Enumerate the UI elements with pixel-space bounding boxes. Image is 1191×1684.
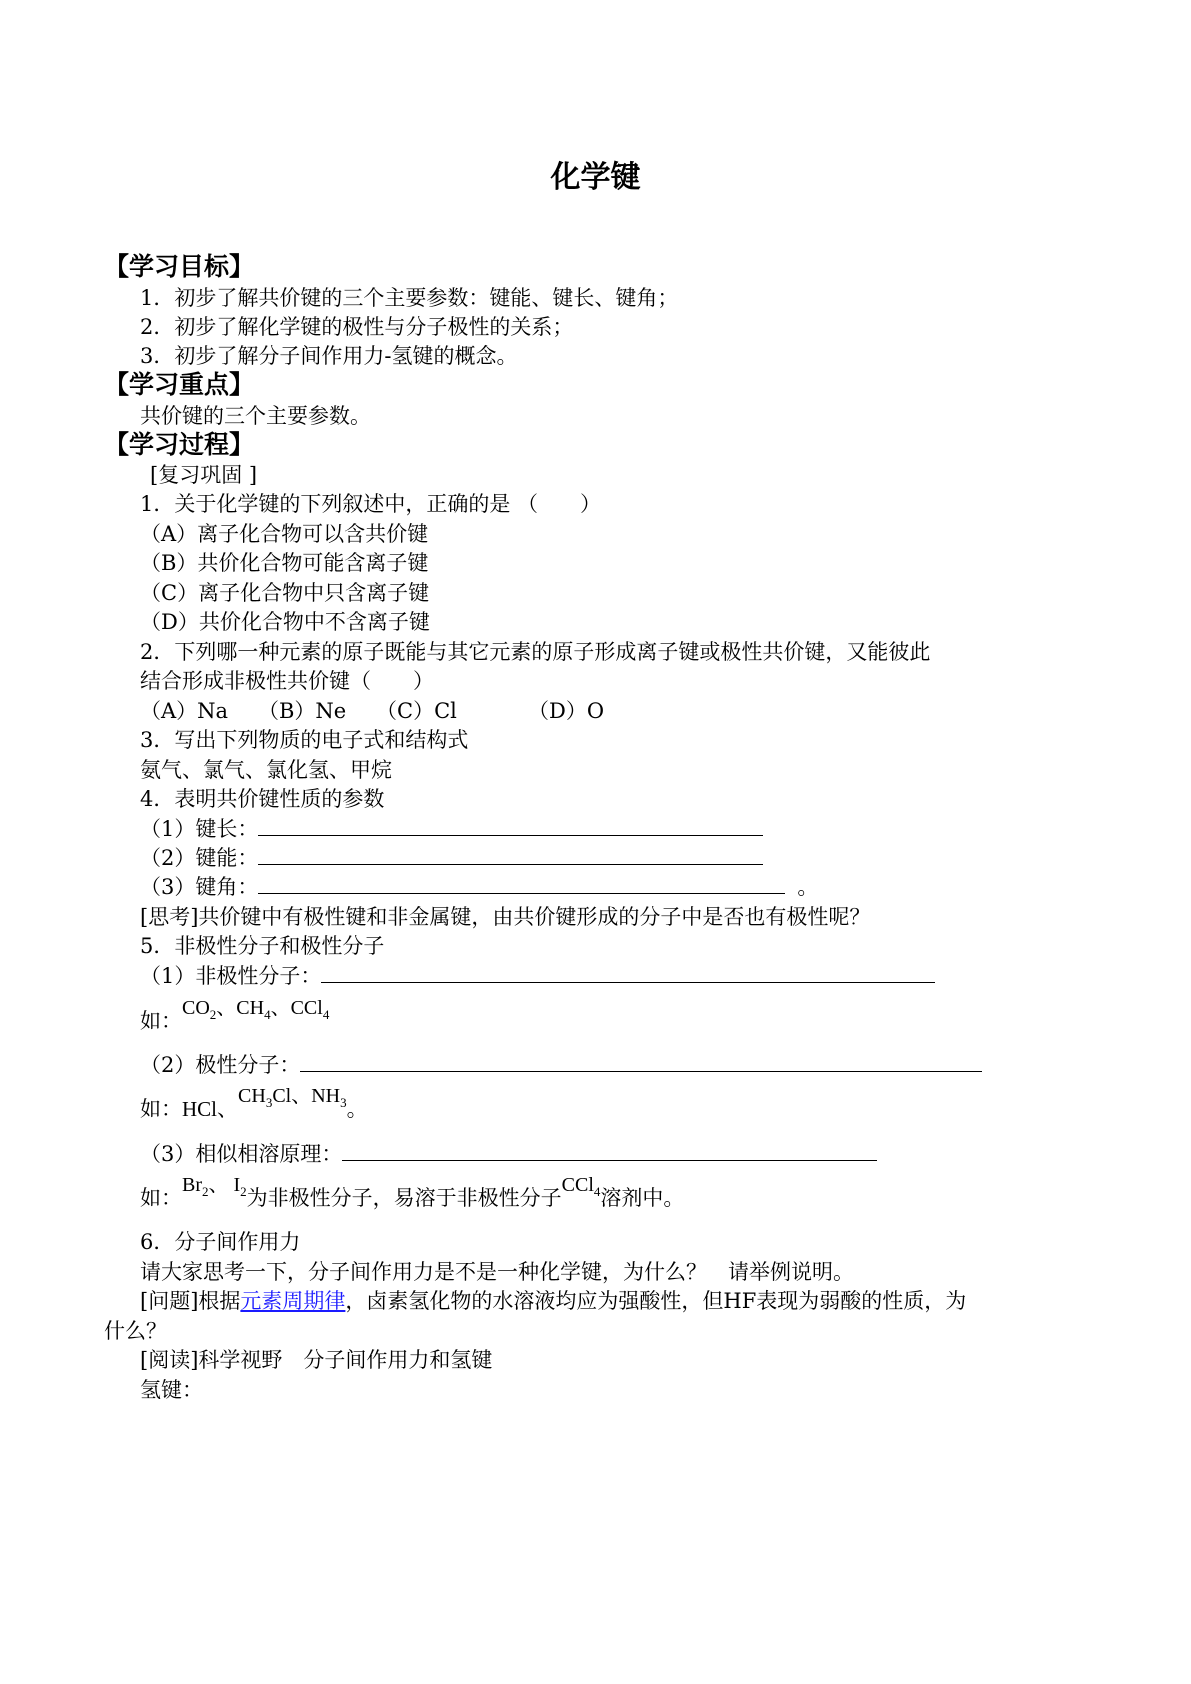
formula: $Br_2$、 $I_2$ [182,1174,247,1199]
q2-option: （A）Na [140,699,229,723]
q3-substances: 氨气、氯气、氯化氢、甲烷 [140,758,392,782]
q5-similar [140,1139,877,1169]
goal-item: 3．初步了解分子间作用力-氢键的概念。 [140,344,518,368]
review-label: [复习巩固 ] [150,463,258,487]
periodic-law-link[interactable]: 元素周期律 [240,1289,346,1313]
goal-item: 2．初步了解化学键的极性与分子极性的关系； [140,315,574,339]
focus-heading: 【学习重点】 [104,370,255,399]
reading-text: [阅读]科学视野 分子间作用力和氢键 [140,1348,493,1372]
formula: $CO_2$、$CH_4$、CCl$_4$ [182,997,330,1022]
example-text: 为非极性分子，易溶于非极性分子 [246,1186,562,1210]
question-prefix: [问题]根据 [140,1289,241,1313]
q6-question-line2: 什么？ [104,1319,167,1343]
goals-heading: 【学习目标】 [104,252,255,281]
example-text: 溶剂中。 [600,1186,685,1210]
end-mark: 。 [797,875,819,899]
q4-item-bond-angle [140,872,818,902]
q2-option: （D）O [528,699,605,723]
q4-item-label: （3）键角： [140,875,259,899]
q1-option: （C）离子化合物中只含离子键 [140,581,430,605]
process-heading: 【学习过程】 [104,430,255,459]
page-title: 化学键 [550,160,641,195]
formula: $CH_3Cl$、$NH_3$ [238,1085,347,1110]
answer-blank[interactable] [258,845,763,865]
q1-option: （A）离子化合物可以含共价键 [140,522,429,546]
q5-polar-example [140,1085,368,1132]
q2-stem-line1: 2．下列哪一种元素的原子既能与其它元素的原子形成离子键或极性共价键，又能彼此 [140,640,931,664]
q5-nonpolar [140,961,935,991]
q5-nonpolar-example [140,997,330,1044]
answer-blank[interactable] [321,963,935,983]
q6-prompt: 请大家思考一下，分子间作用力是不是一种化学键，为什么？ 请举例说明。 [140,1260,854,1284]
question-text: ，卤素氢化物的水溶液均应为强酸性，但HF表现为弱酸的性质，为 [345,1289,967,1313]
answer-blank[interactable] [342,1141,877,1161]
example-prefix: 如： [140,1009,182,1033]
q6-stem: 6．分子间作用力 [140,1230,301,1254]
q3-stem: 3．写出下列物质的电子式和结构式 [140,728,469,752]
formula: CCl$_4$ [561,1174,601,1199]
q1-option: （B）共价化合物可能含离子键 [140,551,429,575]
goal-item: 1．初步了解共价键的三个主要参数：键能、键长、键角； [140,286,679,310]
q4-item-label: （1）键长： [140,817,259,841]
q4-item-bond-length [140,814,763,844]
think-text: [思考]共价键中有极性键和非金属键，由共价键形成的分子中是否也有极性呢？ [140,905,871,929]
q6-question [140,1286,966,1316]
q2-option: （C）Cl [376,699,457,723]
q5-nonpolar-label: （1）非极性分子： [140,964,322,988]
q2-stem-line2: 结合形成非极性共价键（ ） [140,669,434,693]
q5-polar-label: （2）极性分子： [140,1053,301,1077]
hbond-label: 氢键： [140,1378,203,1402]
q4-item-bond-energy [140,843,763,873]
q5-polar [140,1050,982,1080]
end-mark: 。 [346,1097,368,1121]
example-prefix: 如： [140,1186,182,1210]
q4-item-label: （2）键能： [140,846,259,870]
q4-stem: 4．表明共价键性质的参数 [140,787,385,811]
focus-text: 共价键的三个主要参数。 [140,404,371,428]
q1-stem: 1．关于化学键的下列叙述中，正确的是 （ ） [140,492,602,516]
answer-blank[interactable] [300,1052,982,1072]
answer-blank[interactable] [258,816,763,836]
q1-option: （D）共价化合物中不含离子键 [140,610,430,634]
q5-similar-example [140,1174,685,1221]
q2-option: （B）Ne [258,699,347,723]
q5-stem: 5．非极性分子和极性分子 [140,934,385,958]
answer-blank[interactable] [258,874,785,894]
q5-similar-label: （3）相似相溶原理： [140,1142,343,1166]
example-prefix: 如：HCl、 [140,1097,239,1121]
